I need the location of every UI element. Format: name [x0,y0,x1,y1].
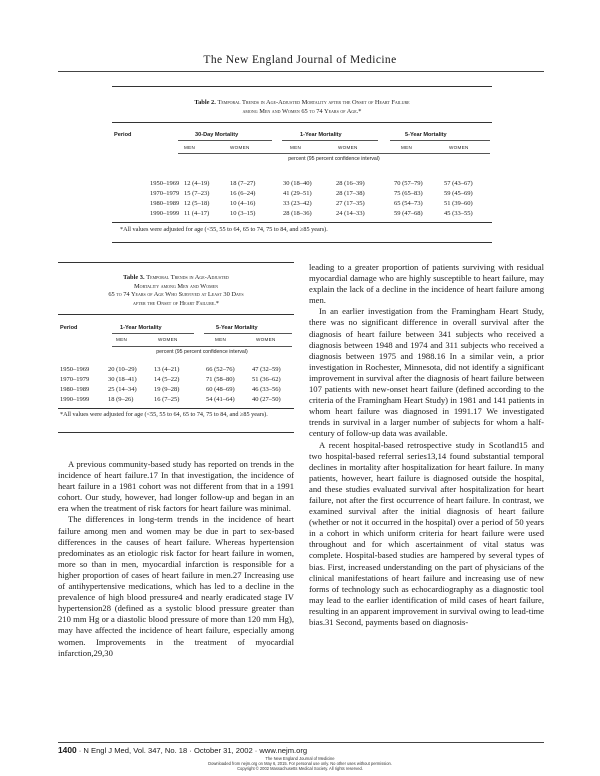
table-3-period-cell: 1980–1989 [60,386,90,393]
table-2-footnote: *All values were adjusted for age (<55, 55 to 64, 65 to 74, 75 to 84, and ≥85 years). [120,226,328,233]
table-2-cell: 51 (39–60) [444,200,473,207]
download-notice-line: Downloaded from nejm.org on May 6, 2015. For personal use only. No other uses without permission. [208,761,392,766]
journal-header-title: The New England Journal of Medicine [203,54,397,66]
table-3-cell: 40 (27–50) [252,396,281,403]
table-2-sub-women: WOMEN [230,145,250,150]
table-2-cell: 28 (17–38) [336,190,365,197]
table-3-cell: 14 (5–22) [154,376,180,383]
table-2-caption-line2: among Men and Women 65 to 74 Years of Age.* [242,107,362,115]
table-2-group-header: 5-Year Mortality [405,132,447,138]
body-paragraph: The differences in long-term trends in the incidence of heart failure among men and women may be due in part to sex-based differences in the causes of heart failure. Whereas hypertension predominates as an etiologic risk factor for heart failure in women, more so than in men, myocardial infarction is responsible for a higher proportion of cases of heart failure in men.27 Increasing use of antihypertensive medications, which has led to a decline in the prevalence of high blood pressure4 and nearly eradicated stage IV hypertension28 (defined as a systolic blood pressure greater than 210 mm Hg or a diastolic blood pressure of more than 120 mm Hg), may have affected the incidence of heart failure, especially among women. Improvements in the treatment of myocardial infarction,29,30 [58,514,294,658]
table-2-cell: 24 (14–33) [336,210,365,217]
footer-citation: · N Engl J Med, Vol. 347, No. 18 · October 31, 2002 · www.nejm.org [78,746,308,755]
table-3-caption-line1: Temporal Trends in Age-Adjusted [146,274,229,281]
table-3-group-header: 1-Year Mortality [120,325,162,331]
table-3-sub-women: WOMEN [256,337,276,342]
table-2-cell: 57 (43–67) [444,180,473,187]
table-2-cell: 45 (33–55) [444,210,473,217]
download-notice-line: The New England Journal of Medicine [265,756,335,761]
table-2-cell: 27 (17–35) [336,200,365,207]
table-2-sub-men: MEN [184,145,196,150]
table-2-cell: 59 (45–69) [444,190,473,197]
table-2-bottom-rule [112,222,492,223]
table-2-caption-line1: Temporal Trends in Age-Adjusted Mortality after the Onset of Heart Failure [217,99,410,106]
table-3-bottom-rule [58,408,294,409]
table-2-period-cell: 1950–1969 [150,180,180,187]
table-3-sub-men: MEN [116,337,128,342]
table-2-sub-men: MEN [401,145,413,150]
footer-rule [58,742,544,743]
table-3-cell: 13 (4–21) [154,366,180,373]
table-2-period-cell: 1990–1999 [150,210,180,217]
body-paragraph: A recent hospital-based retrospective study in Scotland15 and two hospital-based referral series13,14 found substantial temporal declines in mortality after hospitalization for heart failure. In many patients, however, heart failure is diagnosed outside the hospital, and these studies evaluated survival after hospitalization for heart failure, not after the first occurrence of heart failure. In contrast, we examined survival after the initial diagnosis of heart failure (whether or not it occurred in the hospital) over a period of 50 years in a cohort in which uniform criteria for heart failure were used throughout and for which ascertainment of vital status was complete. Hospital-based studies are hampered by several types of bias. First, increased understanding on the part of physicians of the clinical manifestations of heart failure and increasing use of new forms of technology such as echocardiography as a diagnostic tool may lead to the earlier identification of mild cases of heart failure, resulting in an apparent improvement in survival owing to lead-time bias.31 Second, payments based on diagnosis- [309,439,544,627]
table-2-cell: 15 (7–23) [184,190,210,197]
table-2-cell: 12 (5–18) [184,200,210,207]
body-right-column [309,262,544,628]
table-2-cell: 18 (7–27) [230,180,256,187]
table-3-cell: 25 (14–34) [108,386,137,393]
table-2-cell: 75 (65–83) [394,190,423,197]
table-2-cell: 10 (3–15) [230,210,256,217]
table-3-cell: 47 (32–59) [252,366,281,373]
table-3-cell: 66 (52–76) [206,366,235,373]
table-3-footnote: *All values were adjusted for age (<55, 55 to 64, 65 to 74, 75 to 84, and ≥85 years). [60,411,268,418]
table-2-cell: 12 (4–19) [184,180,210,187]
table-3-cell: 20 (10–29) [108,366,137,373]
table-2-cell: 33 (23–42) [283,200,312,207]
table-2-group-header: 30-Day Mortality [195,132,239,138]
table-2-ci-rule [178,153,490,154]
table-2-cell: 11 (4–17) [184,210,210,217]
table-3-period-cell: 1990–1999 [60,396,90,403]
table-3-cell: 51 (36–62) [252,376,281,383]
table-2-end-rule [112,242,492,243]
table-2-cell: 16 (6–24) [230,190,256,197]
table-2 [112,86,492,256]
table-3-caption-rule [58,314,294,315]
table-2-group-underline [282,140,378,141]
body-paragraph: A previous community-based study has reported on trends in the incidence of heart failure.17 In that investigation, the incidence of heart failure in a 1981 cohort was not different from that in a 1991 cohort. Our study, however, had longer follow-up and began in an era when the treatment of risk factors for heart failure was minimal. [58,459,294,514]
header-rule [58,71,544,72]
table-3-cell: 46 (33–56) [252,386,281,393]
table-3-caption-line4: after the Onset of Heart Failure.* [133,299,219,307]
table-2-cell: 30 (18–40) [283,180,312,187]
table-2-cell: 28 (18–36) [283,210,312,217]
table-3-cell: 30 (18–41) [108,376,137,383]
table-3-period-cell: 1950–1969 [60,366,90,373]
table-3-cell: 16 (7–25) [154,396,180,403]
table-2-cell: 41 (29–51) [283,190,312,197]
table-2-cell: 65 (54–73) [394,200,423,207]
table-2-group-underline [390,140,490,141]
table-2-period-cell: 1980–1989 [150,200,180,207]
download-notice [0,756,600,771]
table-3-cell: 71 (58–80) [206,376,235,383]
table-3-cell: 19 (9–28) [154,386,180,393]
table-2-period-cell: 1970–1979 [150,190,180,197]
table-2-label: Table 2. [194,99,216,106]
table-2-cell: 10 (4–16) [230,200,256,207]
table-2-top-rule [112,86,492,87]
table-2-sub-women: WOMEN [449,145,469,150]
table-2-sub-women: WOMEN [338,145,358,150]
table-3 [58,262,294,434]
table-3-group-underline [204,333,292,334]
table-3-caption [58,274,294,308]
table-3-cell: 18 (9–26) [108,396,134,403]
table-3-label: Table 3. [123,274,145,281]
table-3-caption-line2: Mortality among Men and Women [134,282,218,290]
table-3-caption-line3: 65 to 74 Years of Age Who Survived at Least 30 Days [108,291,244,298]
body-paragraph: In an earlier investigation from the Framingham Heart Study, there was no significant difference in overall survival after the diagnosis of heart failure between 341 subjects who received a diagnosis between 1948 and 1974 and 311 subjects who received a diagnosis between 1975 and 1988.16 In a similar vein, a prior investigation in Rochester, Minnesota, did not identify a significant improvement in survival after the diagnosis of heart failure between 107 patients with new-onset heart failure (defined according to the criteria of the Framingham Heart Study) in 1981 and 141 patients in whom heart failure was diagnosed in 1991.17 We investigated trends in survival in a larger number of subjects for whom a half-century of follow-up data was available. [309,306,544,439]
table-3-sub-men: MEN [215,337,227,342]
table-2-group-underline [178,140,272,141]
download-notice-line: Copyright © 2002 Massachusetts Medical Society. All rights reserved. [237,766,363,771]
table-2-cell: 28 (16–39) [336,180,365,187]
table-2-group-header: 1-Year Mortality [300,132,342,138]
table-3-cell: 54 (41–64) [206,396,235,403]
page-footer [58,745,307,755]
table-3-group-header: 5-Year Mortality [216,325,258,331]
table-3-top-rule [58,262,294,263]
body-left-column [58,459,294,659]
table-3-period-cell: 1970–1979 [60,376,90,383]
table-2-ci-label: percent (95 percent confidence interval) [288,156,380,162]
table-2-caption [112,99,492,116]
table-3-ci-rule [112,346,292,347]
table-3-period-header: Period [60,325,78,331]
table-2-sub-men: MEN [290,145,302,150]
table-3-sub-women: WOMEN [158,337,178,342]
table-3-group-underline [112,333,194,334]
table-2-period-header: Period [114,132,132,138]
table-3-ci-label: percent (95 percent confidence interval) [156,349,248,355]
body-paragraph: leading to a greater proportion of patients surviving with residual myocardial damage who are highly susceptible to heart failure, may explain the lack of a decline in the incidence of heart failure among men. [309,262,544,306]
table-2-cell: 70 (57–79) [394,180,423,187]
table-2-caption-rule [112,122,492,123]
table-3-end-rule [58,432,294,433]
page-number: 1400 [58,745,77,755]
table-3-cell: 60 (48–69) [206,386,235,393]
table-2-cell: 59 (47–68) [394,210,423,217]
